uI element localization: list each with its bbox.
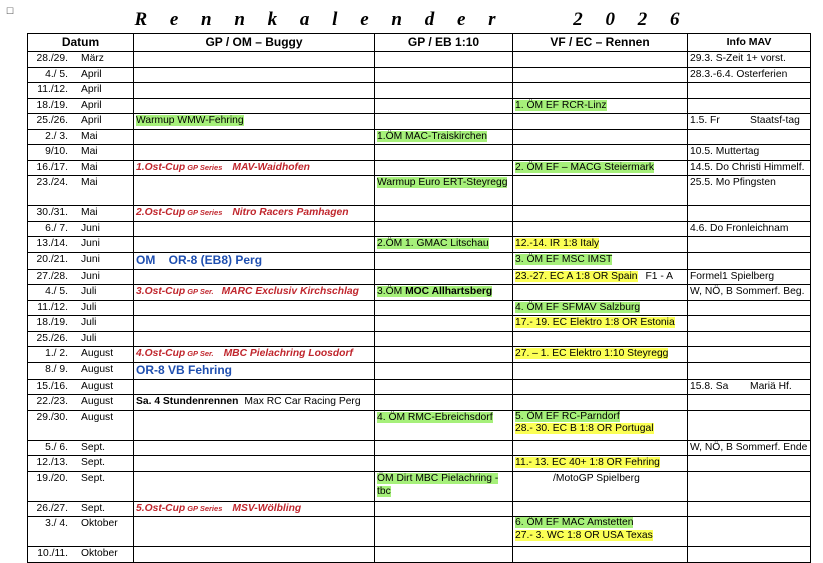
vf-event: 27. – 1. EC Elektro 1:10 Steyregg — [515, 348, 669, 359]
corner-mark-icon: ☐ — [6, 6, 15, 16]
info-cell — [688, 395, 811, 411]
vf-event: 11.- 13. EC 40+ 1:8 OR Fehring — [515, 457, 660, 468]
eb-cell — [375, 221, 513, 237]
header-gp-eb: GP / EB 1:10 — [375, 34, 513, 52]
eb-cell — [375, 160, 513, 176]
date-days: 27./28. — [36, 270, 68, 282]
gp-cell — [134, 237, 375, 253]
date-cell — [28, 440, 134, 456]
date-cell — [28, 160, 134, 176]
date-days: 23./24. — [36, 177, 68, 188]
table-row — [28, 347, 811, 363]
info-cell: 14.5. Do Christi Himmelf. — [688, 160, 811, 176]
vf-cell — [513, 237, 688, 253]
gp-cell — [134, 83, 375, 99]
header-gp-om-buggy: GP / OM – Buggy — [134, 34, 375, 52]
info-cell: 4.6. Do Fronleichnam — [688, 221, 811, 237]
gp-cell — [134, 145, 375, 161]
date-days: 25./26. — [36, 115, 68, 126]
vf-cell — [513, 160, 688, 176]
info-cell — [688, 98, 811, 114]
gp-cell — [134, 395, 375, 411]
date-cell — [28, 547, 134, 563]
vf-event: 3. ÖM EF MSC IMST — [515, 253, 613, 265]
eb-cell — [375, 145, 513, 161]
table-row — [28, 331, 811, 347]
gp-cell — [134, 176, 375, 206]
info-cell — [688, 379, 811, 395]
date-cell — [28, 145, 134, 161]
eb-cell — [375, 456, 513, 472]
vf-cell — [513, 83, 688, 99]
date-month: Juni — [81, 238, 100, 249]
eb-cell — [375, 98, 513, 114]
eb-cell — [375, 269, 513, 285]
info-cell — [688, 501, 811, 517]
gp-venue: MBC Pielachring Loosdorf — [223, 348, 353, 359]
date-month: Juni — [81, 253, 100, 265]
eb-event — [377, 286, 492, 297]
table-row — [28, 440, 811, 456]
table-row — [28, 362, 811, 379]
date-cell — [28, 285, 134, 301]
date-month: August — [81, 380, 114, 392]
info-cell — [688, 547, 811, 563]
eb-cell — [375, 517, 513, 547]
eb-cell — [375, 347, 513, 363]
info-cell: 28.3.-6.4. Osterferien — [688, 67, 811, 83]
vf-event: 1. ÖM EF RCR-Linz — [515, 99, 607, 111]
eb-cell — [375, 176, 513, 206]
vf-cell — [513, 547, 688, 563]
table-row — [28, 206, 811, 222]
date-month: Mai — [81, 207, 98, 218]
date-days: 12./13. — [36, 457, 68, 468]
info-cell — [688, 410, 811, 440]
vf-cell — [513, 114, 688, 130]
vf-event: 23.-27. EC A 1:8 OR Spain — [515, 270, 638, 282]
date-days: 11./12. — [37, 84, 68, 95]
gp-cell — [134, 456, 375, 472]
date-cell — [28, 501, 134, 517]
info-date: 15.8. Sa — [690, 380, 729, 392]
date-days: 18./19. — [36, 317, 68, 328]
info-cell — [688, 206, 811, 222]
table-row — [28, 517, 811, 547]
vf-cell — [513, 269, 688, 285]
date-days: 10./11. — [37, 548, 68, 559]
date-month: Sept. — [81, 472, 106, 484]
date-cell — [28, 362, 134, 379]
vf-cell — [513, 347, 688, 363]
date-cell — [28, 347, 134, 363]
ost-cup-label: 3.Ost-Cup — [136, 286, 186, 297]
vf-note: /MotoGP Spielberg — [553, 472, 640, 484]
gp-cell — [134, 440, 375, 456]
race-calendar-table — [27, 33, 811, 563]
date-days: 4./ 5. — [45, 68, 68, 80]
gp-cell — [134, 98, 375, 114]
table-row — [28, 456, 811, 472]
date-month: Mai — [81, 161, 98, 173]
date-cell — [28, 129, 134, 145]
date-cell — [28, 379, 134, 395]
gp-cell — [134, 362, 375, 379]
date-month: August — [81, 363, 114, 375]
table-row — [28, 410, 811, 440]
eb-cell — [375, 379, 513, 395]
eb-cell — [375, 285, 513, 301]
date-days: 3./ 4. — [45, 518, 68, 529]
table-row — [28, 129, 811, 145]
table-row — [28, 300, 811, 316]
endurance-race-venue: Max RC Car Racing Perg — [244, 396, 361, 407]
table-row — [28, 237, 811, 253]
date-cell — [28, 300, 134, 316]
eb-cell — [375, 395, 513, 411]
eb-event-venue: MOC Allhartsberg — [405, 286, 493, 297]
date-days: 22./23. — [36, 396, 68, 407]
table-header-row — [28, 34, 811, 52]
date-cell — [28, 206, 134, 222]
info-cell — [688, 331, 811, 347]
date-month: April — [81, 115, 102, 126]
date-days: 29./30. — [36, 411, 68, 423]
eb-cell — [375, 547, 513, 563]
eb-cell — [375, 471, 513, 501]
gp-cell — [134, 129, 375, 145]
info-cell — [688, 471, 811, 501]
info-cell: 29.3. S-Zeit 1+ vorst. — [688, 52, 811, 68]
table-row — [28, 285, 811, 301]
vf-event: 6. ÖM EF MAC Amstetten — [515, 517, 634, 528]
vf-event: 17.- 19. EC Elektro 1:8 OR Estonia — [515, 317, 675, 328]
gp-cell — [134, 379, 375, 395]
date-month: Mai — [81, 146, 98, 157]
date-month: August — [81, 396, 114, 407]
vf-cell — [513, 517, 688, 547]
date-cell — [28, 52, 134, 68]
date-month: Sept. — [81, 502, 106, 514]
vf-event: 2. ÖM EF – MACG Steiermark — [515, 161, 655, 173]
gp-cell — [134, 316, 375, 332]
info-cell: Formel1 Spielberg — [688, 269, 811, 285]
vf-cell — [513, 440, 688, 456]
eb-cell — [375, 237, 513, 253]
gp-cell — [134, 67, 375, 83]
date-days: 5./ 6. — [45, 441, 68, 453]
date-cell — [28, 395, 134, 411]
vf-cell — [513, 52, 688, 68]
ost-cup-label: 5.Ost-Cup — [136, 502, 186, 514]
ost-cup-label: 1.Ost-Cup — [136, 161, 186, 173]
gp-venue: MARC Exclusiv Kirchschlag — [221, 286, 359, 297]
info-cell — [688, 456, 811, 472]
info-cell: 10.5. Muttertag — [688, 145, 811, 161]
date-days: 25./26. — [36, 332, 68, 344]
table-row — [28, 145, 811, 161]
table-row — [28, 52, 811, 68]
date-days: 4./ 5. — [45, 286, 68, 297]
date-days: 1./ 2. — [45, 348, 68, 359]
vf-cell — [513, 129, 688, 145]
date-days: 16./17. — [36, 161, 68, 173]
date-cell — [28, 410, 134, 440]
info-cell — [688, 300, 811, 316]
date-days: 11./12. — [37, 301, 68, 313]
gp-series-label: GP Series — [187, 162, 223, 172]
eb-cell — [375, 331, 513, 347]
page-title: R e n n k a l e n d e r 2 0 2 6 — [134, 9, 689, 30]
info-cell — [688, 347, 811, 363]
date-cell — [28, 67, 134, 83]
table-row — [28, 395, 811, 411]
date-month: Juli — [81, 286, 97, 297]
vf-cell — [513, 285, 688, 301]
eb-cell — [375, 129, 513, 145]
date-days: 9/10. — [45, 146, 68, 157]
eb-cell — [375, 206, 513, 222]
gp-event: Warmup WMW-Fehring — [136, 115, 244, 126]
vf-cell — [513, 471, 688, 501]
date-cell — [28, 83, 134, 99]
gp-cell — [134, 221, 375, 237]
gp-venue: MSV-Wölbling — [232, 502, 302, 514]
header-vf-ec: VF / EC – Rennen — [513, 34, 688, 52]
vf-cell — [513, 98, 688, 114]
vf-cell — [513, 176, 688, 206]
eb-event: ÖM Dirt MBC Pielachring - tbc — [377, 472, 499, 497]
gp-series-label: GP Ser. — [187, 349, 214, 358]
vf-cell — [513, 331, 688, 347]
om-event: OR-8 VB Fehring — [136, 362, 233, 377]
vf-cell — [513, 395, 688, 411]
ost-cup-label: 2.Ost-Cup — [136, 207, 186, 218]
date-month: Sept. — [81, 457, 106, 468]
eb-cell — [375, 300, 513, 316]
date-cell — [28, 221, 134, 237]
vf-event: 12.-14. IR 1:8 Italy — [515, 238, 600, 249]
vf-cell — [513, 456, 688, 472]
gp-cell — [134, 501, 375, 517]
vf-cell — [513, 145, 688, 161]
table-row — [28, 160, 811, 176]
eb-cell — [375, 252, 513, 269]
eb-cell — [375, 362, 513, 379]
info-cell: W, NÖ, B Sommerf. Ende — [688, 440, 811, 456]
info-text: Staatsf-tag — [750, 115, 800, 126]
vf-event: 28.- 30. EC B 1:8 OR Portugal — [515, 423, 654, 434]
date-cell — [28, 269, 134, 285]
eb-cell — [375, 501, 513, 517]
date-month: August — [81, 411, 114, 423]
date-month: Oktober — [81, 548, 118, 559]
vf-cell — [513, 67, 688, 83]
gp-cell — [134, 52, 375, 68]
vf-event: 5. ÖM EF RC-Parndorf — [515, 410, 620, 422]
ost-cup-label: 4.Ost-Cup — [136, 348, 186, 359]
info-text: Mariä Hf. — [750, 380, 792, 392]
info-cell: W, NÖ, B Sommerf. Beg. — [688, 285, 811, 301]
table-row — [28, 221, 811, 237]
date-month: Juli — [81, 317, 97, 328]
date-month: Oktober — [81, 518, 118, 529]
info-cell — [688, 237, 811, 253]
gp-cell — [134, 269, 375, 285]
vf-event: 4. ÖM EF SFMAV Salzburg — [515, 301, 641, 313]
info-cell — [688, 517, 811, 547]
date-month: Juni — [81, 222, 100, 234]
vf-cell — [513, 501, 688, 517]
gp-cell — [134, 252, 375, 269]
vf-note: F1 - A — [645, 270, 673, 282]
date-days: 20./21. — [36, 253, 68, 265]
date-cell — [28, 176, 134, 206]
info-date: 1.5. Fr — [690, 115, 720, 126]
date-cell — [28, 331, 134, 347]
date-days: 2./ 3. — [45, 130, 68, 142]
info-cell — [688, 114, 811, 130]
vf-cell — [513, 206, 688, 222]
gp-series-label: GP Ser. — [187, 287, 214, 296]
vf-cell — [513, 221, 688, 237]
date-days: 30./31. — [36, 207, 68, 218]
gp-cell — [134, 160, 375, 176]
vf-cell — [513, 316, 688, 332]
date-days: 26./27. — [36, 502, 68, 514]
gp-cell — [134, 206, 375, 222]
info-cell — [688, 316, 811, 332]
eb-cell — [375, 410, 513, 440]
eb-event: 1.ÖM MAC-Traiskirchen — [377, 130, 488, 142]
table-row — [28, 98, 811, 114]
eb-cell — [375, 83, 513, 99]
info-cell — [688, 83, 811, 99]
date-month: Mai — [81, 177, 98, 188]
date-days: 6./ 7. — [45, 222, 68, 234]
date-days: 18./19. — [36, 99, 68, 111]
endurance-race-label: Sa. 4 Stundenrennen — [136, 396, 239, 407]
date-days: 13./14. — [36, 238, 68, 249]
gp-cell — [134, 410, 375, 440]
eb-cell — [375, 114, 513, 130]
date-cell — [28, 237, 134, 253]
eb-event-number: 3.ÖM — [377, 286, 403, 297]
table-row — [28, 547, 811, 563]
info-cell — [688, 362, 811, 379]
date-cell — [28, 98, 134, 114]
om-event: OM OR-8 (EB8) Perg — [136, 252, 263, 267]
eb-event: Warmup Euro ERT-Steyregg — [377, 177, 508, 188]
table-row — [28, 252, 811, 269]
gp-venue: Nitro Racers Pamhagen — [232, 207, 349, 218]
info-cell — [688, 252, 811, 269]
vf-cell — [513, 379, 688, 395]
vf-cell — [513, 300, 688, 316]
date-month: Juni — [81, 270, 100, 282]
eb-event: 2.ÖM 1. GMAC Litschau — [377, 238, 489, 249]
header-datum: Datum — [28, 34, 134, 52]
date-month: August — [81, 348, 114, 359]
info-cell: 25.5. Mo Pfingsten — [688, 176, 811, 206]
date-days: 19./20. — [36, 472, 68, 484]
date-month: Juli — [81, 332, 97, 344]
date-days: 8./ 9. — [45, 363, 68, 375]
table-row — [28, 114, 811, 130]
table-row — [28, 316, 811, 332]
gp-cell — [134, 517, 375, 547]
vf-cell — [513, 362, 688, 379]
gp-cell — [134, 471, 375, 501]
date-cell — [28, 316, 134, 332]
gp-cell — [134, 285, 375, 301]
eb-cell — [375, 316, 513, 332]
gp-series-label: GP Series — [187, 208, 223, 217]
table-row — [28, 269, 811, 285]
gp-cell — [134, 347, 375, 363]
date-month: April — [81, 68, 102, 80]
vf-event: 27.- 3. WC 1:8 OR USA Texas — [515, 529, 653, 541]
table-row — [28, 501, 811, 517]
date-cell — [28, 252, 134, 269]
gp-series-label: GP Series — [187, 503, 223, 513]
gp-cell — [134, 547, 375, 563]
table-row — [28, 67, 811, 83]
table-row — [28, 176, 811, 206]
date-month: März — [81, 53, 104, 64]
table-row — [28, 471, 811, 501]
date-month: Sept. — [81, 441, 106, 453]
gp-cell — [134, 114, 375, 130]
table-row — [28, 379, 811, 395]
table-row — [28, 83, 811, 99]
date-cell — [28, 456, 134, 472]
info-cell — [688, 129, 811, 145]
date-days: 15./16. — [36, 380, 68, 392]
eb-cell — [375, 52, 513, 68]
gp-cell — [134, 331, 375, 347]
header-info-mav: Info MAV — [688, 34, 811, 52]
date-cell — [28, 114, 134, 130]
gp-venue: MAV-Waidhofen — [232, 161, 310, 173]
date-month: April — [81, 99, 102, 111]
eb-cell — [375, 440, 513, 456]
eb-event: 4. ÖM RMC-Ebreichsdorf — [377, 411, 493, 423]
date-days: 28./29. — [36, 53, 68, 64]
gp-cell — [134, 300, 375, 316]
vf-cell — [513, 410, 688, 440]
date-month: Juli — [81, 301, 97, 313]
date-month: April — [81, 84, 102, 95]
date-cell — [28, 517, 134, 547]
eb-cell — [375, 67, 513, 83]
date-cell — [28, 471, 134, 501]
date-month: Mai — [81, 130, 98, 142]
vf-cell — [513, 252, 688, 269]
